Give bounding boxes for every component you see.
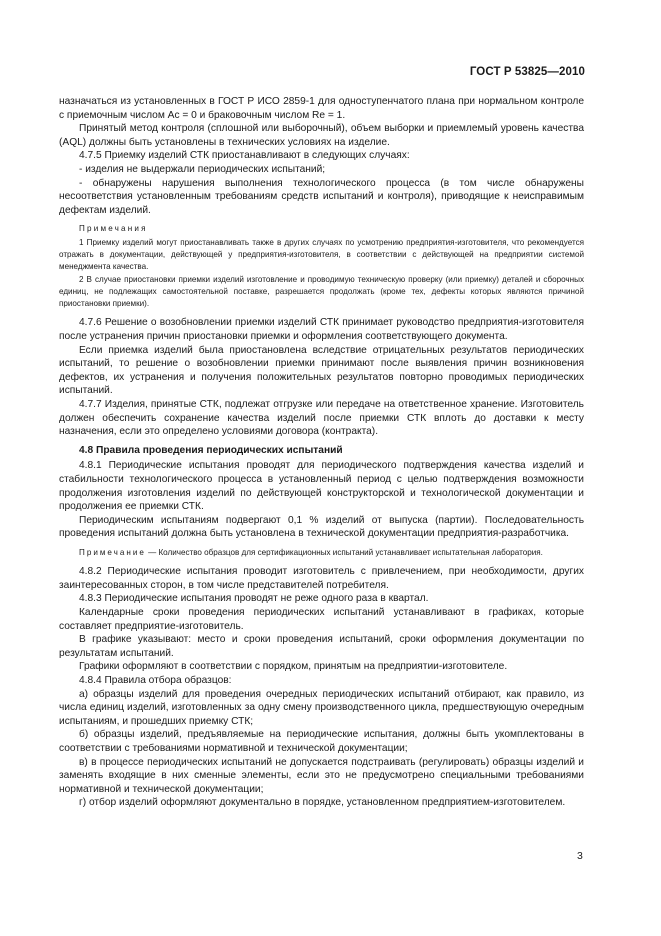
clause-4-7-5: 4.7.5 Приемку изделий СТК приостанавливают в следующих случаях:: [79, 150, 410, 162]
note-1: 1 Приемку изделий могут приостанавливать также в других случаях по усмотрению предприятия-изготовителя, что рекомендуется отражать в документации, действующей у предприятия-изготовителя, в соответствии с действующей на предприятии системой менеджмента качества.: [59, 237, 584, 272]
note-text: — Количество образцов для сертификационных испытаний устанавливает испытательная лаборатория.: [145, 547, 543, 557]
paragraph: назначаться из установленных в ГОСТ Р ИСО 2859-1 для одноступенчатого плана при нормальном контроле с приемочным числом Ac = 0 и браковочным числом Re = 1.: [59, 96, 584, 121]
list-item-a: а) образцы изделий для проведения очередных периодических испытаний отбирают, как правило, из числа единиц изделий, изготовленных за одну смену производственного цикла, предшествующую очередным испытаниям, и прошедших приемку СТК;: [59, 688, 584, 727]
list-item: - изделия не выдержали периодических испытаний;: [79, 163, 326, 175]
clause-4-8-3: 4.8.3 Периодические испытания проводят не реже одного раза в квартал.: [79, 593, 429, 605]
paragraph: Если приемка изделий была приостановлена вследствие отрицательных результатов периодических испытаний, то решение о возобновлении приемки принимают после выявления причин возникновения дефектов, их устранения и получения положительных результатов повторно проводимых периодических испытаний.: [59, 344, 584, 397]
clause-4-8-2: 4.8.2 Периодические испытания проводит изготовитель с привлечением, при необходимости, других заинтересованных сторон, в том числе представителей потребителя.: [59, 566, 584, 591]
clause-4-8-1: 4.8.1 Периодические испытания проводят для периодического подтверждения качества изделий и стабильности технологического процесса в установленный период с целью подтверждения возможности продолжения изготовления изделий по действующей конструкторской и технологической документации и продолжения ее приемки СТК.: [59, 460, 584, 513]
list-item: - обнаружены нарушения выполнения технологического процесса (в том числе обнаружены несоответствия установленным требованиям средств испытаний и контроля), приводящие к неисправимым дефектам изделий.: [59, 177, 584, 216]
note-3: [59, 547, 584, 559]
notes-block: [59, 223, 584, 310]
clause-4-7-6: 4.7.6 Решение о возобновлении приемки изделий СТК принимает руководство предприятия-изготовителя после устранения причин приостановки приемки и оформления соответствующего документа.: [59, 317, 584, 343]
clause-4-8-4: 4.8.4 Правила отбора образцов:: [79, 674, 232, 686]
clause-4-7-7: 4.7.7 Изделия, принятые СТК, подлежат отгрузке или передаче на ответственное хранение. Изготовитель должен обеспечить сохранение качества изделий после приемки СТК вплоть до доставки к месту назначения, если это определено условиями договора (контракта).: [59, 398, 584, 438]
paragraph: Календарные сроки проведения периодических испытаний устанавливают в графиках, которые составляет предприятие-изготовитель.: [59, 607, 584, 632]
note-block: [59, 547, 584, 559]
list-item-v: в) в процессе периодических испытаний не допускается подстраивать (регулировать) образцы изделий и заменять входящие в них сменные элементы, если это не предусмотрено специальными требованиями нормативной и технической документации;: [59, 756, 584, 795]
list-item-g: г) отбор изделий оформляют документально в порядке, установленном предприятием-изготовителем.: [79, 797, 566, 809]
standard-header: ГОСТ Р 53825—2010: [469, 66, 585, 78]
note-2: 2 В случае приостановки приемки изделий изготовление и проводимую техническую проверку (или приемку) деталей и сборочных единиц, не подлежащих самостоятельной поставке, разрешается продолжать (кроме тех, дефекты которых являются причиной приостановки приемки).: [59, 274, 584, 309]
list-item-b: б) образцы изделий, предъявляемые на периодические испытания, должны быть укомплектованы в соответствии с требованиями нормативной и технической документации;: [59, 729, 584, 754]
notes-title: Примечания: [79, 224, 148, 234]
paragraph: Периодическим испытаниям подвергают 0,1 % изделий от выпуска (партии). Последовательность проведения испытаний должна быть установлена в технической документации предприятия-разработчика.: [59, 514, 584, 540]
paragraph: Графики оформляют в соответствии с порядком, принятым на предприятии-изготовителе.: [79, 661, 508, 673]
paragraph: Принятый метод контроля (сплошной или выборочный), объем выборки и приемлемый уровень качества (AQL) должны быть установлены в технических условиях на изделие.: [59, 123, 584, 148]
page-number: 3: [577, 850, 583, 862]
note-label: Примечание: [79, 547, 146, 557]
document-body: [59, 95, 584, 810]
paragraph: В графике указывают: место и сроки проведения испытаний, сроки оформления документации по результатам испытаний.: [59, 634, 584, 659]
section-title-4-8: 4.8 Правила проведения периодических испытаний: [79, 444, 343, 456]
